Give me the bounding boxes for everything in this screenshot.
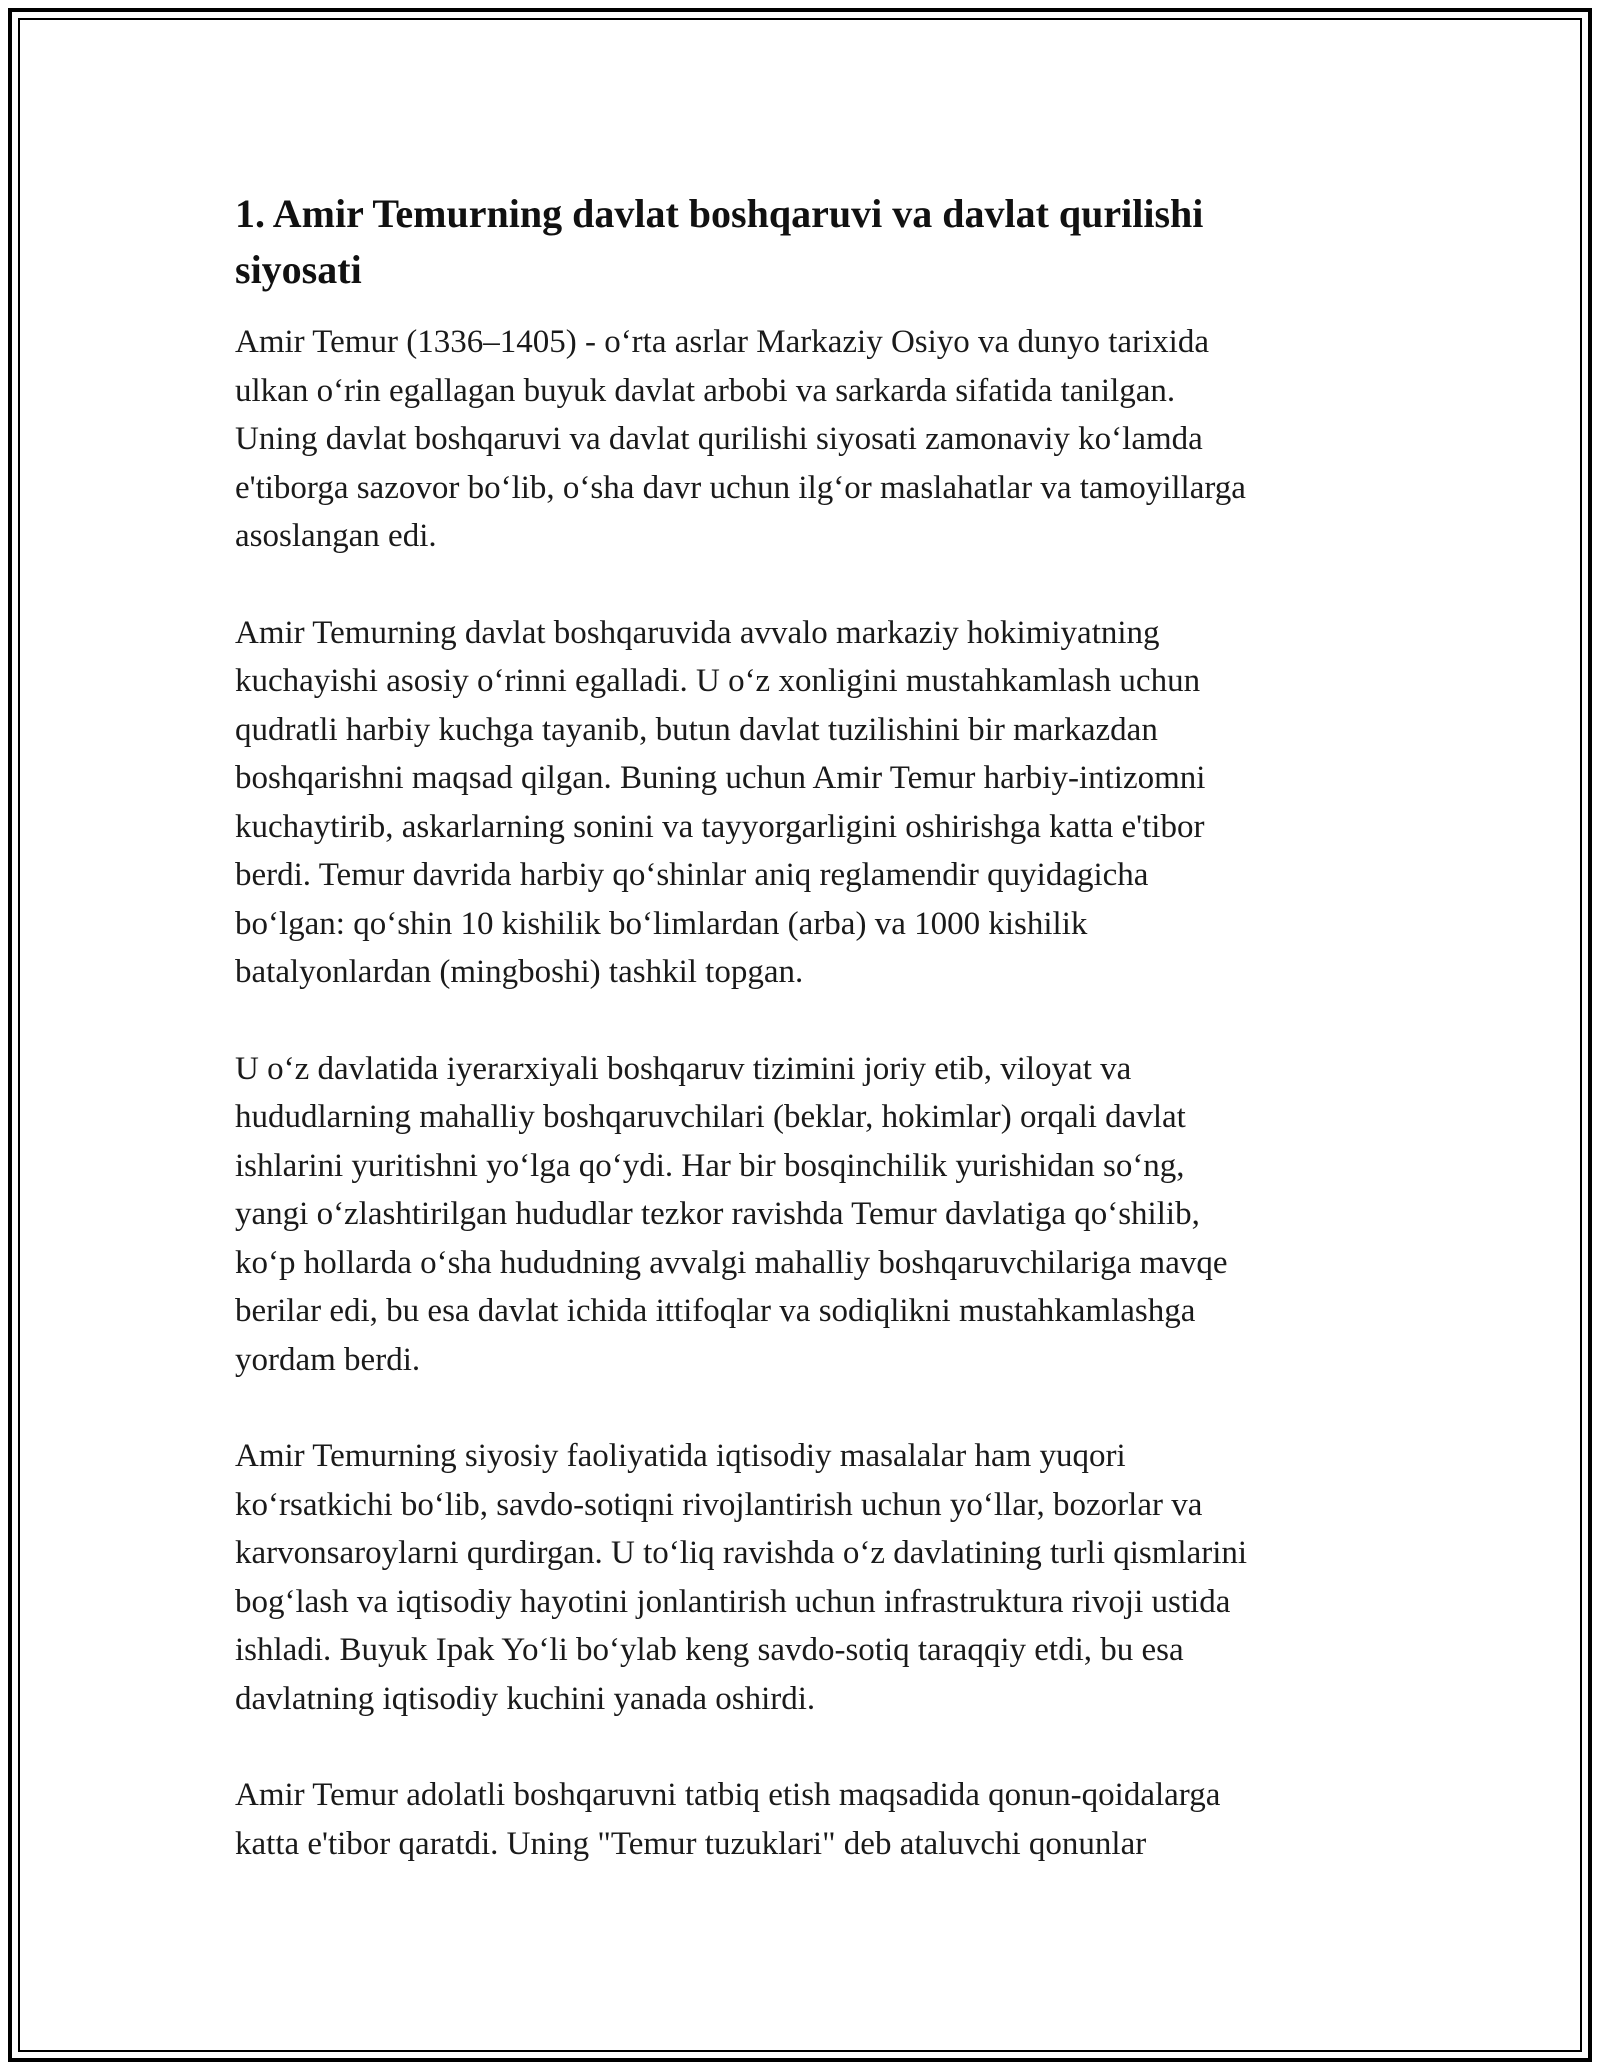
paragraph-line: kuchaytirib, askarlarning sonini va tayyorgarligini oshirishga katta e'tibor [235, 808, 1205, 845]
paragraph-line: hududlarning mahalliy boshqaruvchilari (beklar, hokimlar) orqali davlat [235, 1099, 1186, 1135]
paragraph-line: berdi. Temur davrida harbiy qo‘shinlar aniq reglamendir quyidagicha [235, 857, 1149, 893]
paragraph-line: Uning davlat boshqaruvi va davlat qurilishi siyosati zamonaviy ko‘lamda [235, 421, 1203, 457]
paragraph-line: bog‘lash va iqtisodiy hayotini jonlantirish uchun infrastruktura rivoji ustida [235, 1583, 1231, 1620]
paragraph-line: Amir Temur (1336–1405) - o‘rta asrlar Markaziy Osiyo va dunyo tarixida [235, 324, 1209, 360]
heading-line: 1. Amir Temurning davlat boshqaruvi va davlat qurilishi [235, 191, 1204, 236]
paragraph-line: bo‘lgan: qo‘shin 10 kishilik bo‘limlardan (arba) va 1000 kishilik [235, 905, 1088, 942]
paragraph-line: Amir Temur adolatli boshqaruvni tatbiq etish maqsadida qonun-qoidalarga [235, 1777, 1221, 1813]
paragraph-line: ishladi. Buyuk Ipak Yo‘li bo‘ylab keng savdo-sotiq taraqqiy etdi, bu esa [235, 1632, 1184, 1668]
paragraph-line: davlatning iqtisodiy kuchini yanada oshirdi. [235, 1680, 816, 1717]
paragraph-3 [235, 1045, 1375, 1385]
paragraph-line: ulkan o‘rin egallagan buyuk davlat arbobi va sarkarda sifatida tanilgan. [235, 372, 1176, 409]
paragraph-line: U o‘z davlatida iyerarxiyali boshqaruv tizimini joriy etib, viloyat va [235, 1050, 1132, 1087]
paragraph-line: e'tiborga sazovor bo‘lib, o‘sha davr uchun ilg‘or maslahatlar va tamoyillarga [235, 469, 1246, 506]
paragraph-line: qudratli harbiy kuchga tayanib, butun davlat tuzilishini bir markazdan [235, 711, 1158, 748]
paragraph-line: katta e'tibor qaratdi. Uning "Temur tuzuklari" deb ataluvchi qonunlar [235, 1825, 1147, 1862]
paragraph-4 [235, 1432, 1375, 1723]
paragraph-line: ko‘p hollarda o‘sha hududning avvalgi mahalliy boshqaruvchilariga mavqe [235, 1244, 1228, 1281]
paragraph-line: yordam berdi. [235, 1341, 421, 1378]
paragraph-line: batalyonlardan (mingboshi) tashkil topgan. [235, 954, 804, 990]
paragraph-2 [235, 609, 1375, 997]
paragraph-5 [235, 1771, 1375, 1868]
paragraph-line: berilar edi, bu esa davlat ichida ittifoqlar va sodiqlikni mustahkamlashga [235, 1293, 1196, 1329]
paragraph-line: kuchayishi asosiy o‘rinni egalladi. U o‘z xonligini mustahkamlash uchun [235, 663, 1201, 699]
paragraph-line: Amir Temurning siyosiy faoliyatida iqtisodiy masalalar ham yuqori [235, 1438, 1126, 1474]
paragraph-line: boshqarishni maqsad qilgan. Buning uchun Amir Temur harbiy-intizomni [235, 760, 1206, 796]
paragraph-line: Amir Temurning davlat boshqaruvida avvalo markaziy hokimiyatning [235, 614, 1160, 651]
paragraph-line: ishlarini yuritishni yo‘lga qo‘ydi. Har bir bosqinchilik yurishidan so‘ng, [235, 1147, 1185, 1184]
paragraph-line: yangi o‘zlashtirilgan hududlar tezkor ravishda Temur davlatiga qo‘shilib, [235, 1196, 1200, 1232]
paragraph-line: ko‘rsatkichi bo‘lib, savdo-sotiqni rivojlantirish uchun yo‘llar, bozorlar va [235, 1486, 1203, 1523]
heading-line: siyosati [235, 247, 362, 292]
section-heading [235, 186, 1375, 298]
paragraph-1 [235, 318, 1375, 561]
paragraph-line: asoslangan edi. [235, 518, 437, 554]
paragraph-line: karvonsaroylarni qurdirgan. U to‘liq ravishda o‘z davlatining turli qismlarini [235, 1535, 1248, 1571]
document-body [235, 186, 1375, 1916]
